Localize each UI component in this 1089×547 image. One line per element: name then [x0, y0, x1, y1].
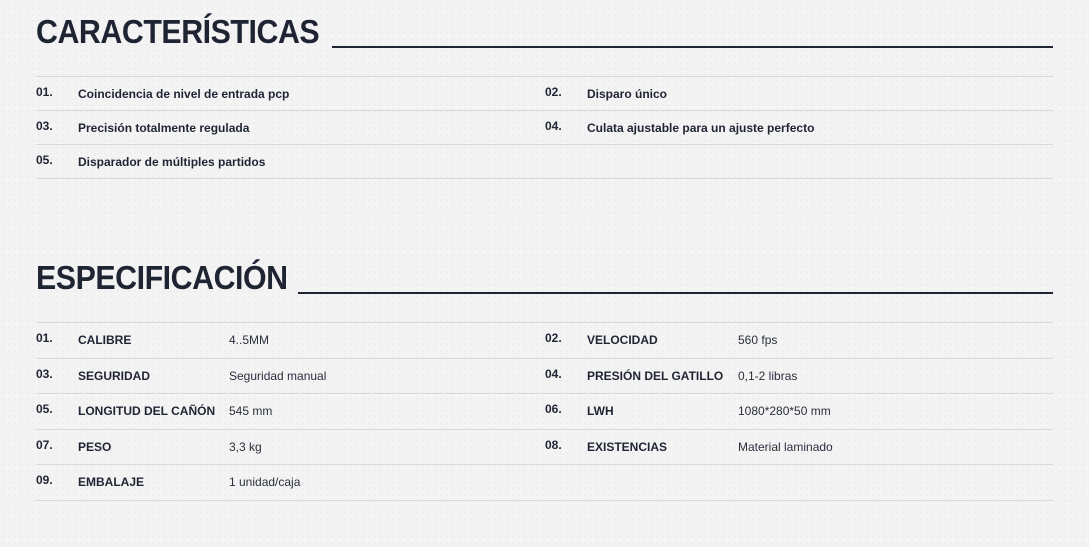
features-heading-row [36, 10, 1053, 48]
specs-row [36, 430, 1053, 466]
features-row [36, 145, 1053, 179]
features-title: CARACTERÍSTICAS [36, 13, 320, 50]
specs-title-rule [298, 292, 1053, 294]
spec-value: 4..5MM [229, 333, 270, 348]
spec-value: 545 mm [229, 404, 273, 419]
spec-number: 02. [545, 331, 562, 346]
spec-number: 05. [36, 402, 53, 417]
spec-label: VELOCIDAD [587, 333, 658, 348]
spec-label: EMBALAJE [78, 475, 145, 490]
spec-number: 06. [545, 402, 562, 417]
feature-item [545, 118, 1054, 135]
spec-number: 03. [36, 366, 53, 381]
specs-row [36, 359, 1053, 395]
spec-number: 01. [36, 331, 53, 346]
feature-item [36, 152, 545, 169]
feature-item [36, 84, 545, 101]
spec-value: 560 fps [738, 333, 778, 348]
features-section [36, 10, 1053, 179]
spec-label: CALIBRE [78, 333, 132, 348]
features-title-rule [332, 46, 1053, 48]
feature-label: Disparador de múltiples partidos [78, 154, 266, 169]
feature-item [545, 84, 1054, 101]
spec-item [36, 404, 545, 418]
spec-label: LWH [587, 404, 614, 419]
spec-value: 0,1-2 libras [738, 368, 798, 383]
specs-row [36, 323, 1053, 359]
spec-item [545, 437, 1054, 454]
feature-number: 04. [545, 118, 562, 133]
feature-number: 01. [36, 84, 53, 99]
specs-heading-row [36, 256, 1053, 294]
specs-row [36, 465, 1053, 501]
specs-table [36, 322, 1053, 501]
spec-number: 04. [545, 366, 562, 381]
spec-value: 3,3 kg [229, 439, 262, 454]
spec-label: PRESIÓN DEL GATILLO [587, 368, 724, 383]
spec-label: SEGURIDAD [78, 368, 151, 383]
spec-item [545, 333, 1054, 347]
feature-label: Precisión totalmente regulada [78, 120, 250, 135]
features-row [36, 111, 1053, 145]
features-row [36, 77, 1053, 111]
feature-label: Disparo único [587, 86, 668, 101]
feature-item [36, 118, 545, 135]
spec-label: LONGITUD DEL CAÑÓN [78, 404, 216, 419]
spec-item [36, 475, 545, 489]
specs-row [36, 394, 1053, 430]
spec-value: 1 unidad/caja [229, 475, 301, 490]
spec-label: EXISTENCIAS [587, 439, 668, 454]
feature-label: Coincidencia de nivel de entrada pcp [78, 86, 290, 101]
spec-item [36, 366, 545, 383]
spec-value: 1080*280*50 mm [738, 404, 831, 419]
feature-number: 03. [36, 118, 53, 133]
feature-number: 02. [545, 84, 562, 99]
spec-item [36, 437, 545, 454]
feature-label: Culata ajustable para un ajuste perfecto [587, 120, 815, 135]
spec-value: Seguridad manual [229, 368, 327, 383]
spec-label: PESO [78, 439, 112, 454]
spec-item [545, 366, 1054, 383]
spec-value: Material laminado [738, 439, 833, 454]
specs-section [36, 256, 1053, 501]
spec-item [545, 404, 1054, 418]
spec-number: 08. [545, 437, 562, 452]
specs-title: ESPECIFICACIÓN [36, 259, 288, 296]
feature-number: 05. [36, 152, 53, 167]
features-list [36, 76, 1053, 179]
spec-number: 07. [36, 437, 53, 452]
spec-number: 09. [36, 473, 53, 488]
spec-item [36, 333, 545, 347]
